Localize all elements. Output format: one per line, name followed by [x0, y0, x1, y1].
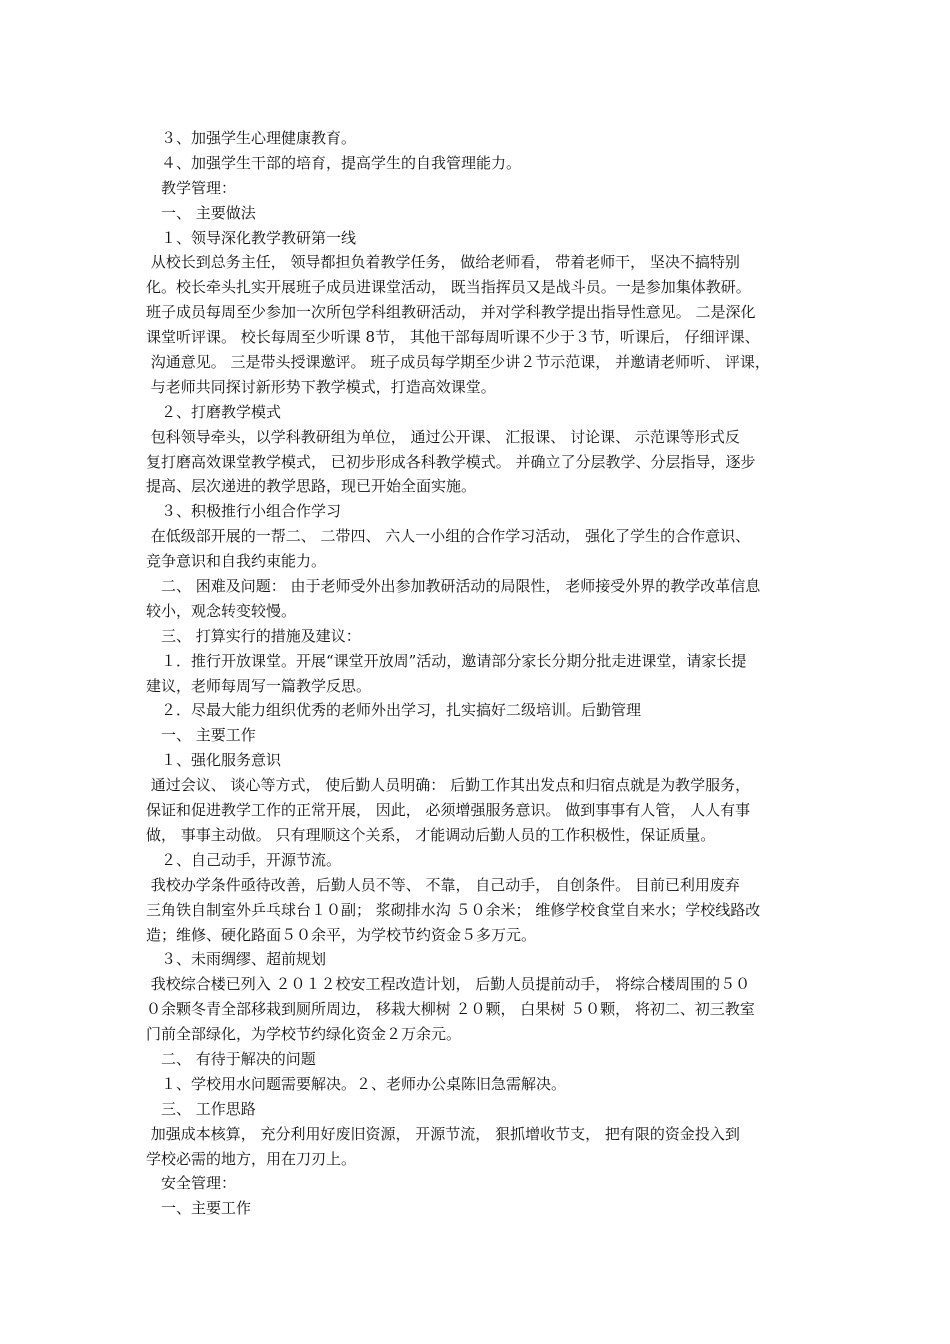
text-line: ３、未雨绸缪、超前规划 [146, 950, 327, 969]
text-line: 较小，观念转变较慢。 [146, 601, 297, 620]
text-line: 学校必需的地方，用在刀刃上。 [146, 1149, 357, 1168]
text-line: ２、打磨教学模式 [146, 402, 282, 421]
text-line: 三、 打算实行的措施及建议： [146, 626, 361, 645]
text-line: 在低级部开展的一帮二、 二带四、 六人一小组的合作学习活动， 强化了学生的合作意识、 [146, 527, 751, 546]
text-line: ０余颗冬青全部移栽到厕所周边， 移栽大柳树 ２０颗， 白果树 ５０颗， 将初二、初三教室 [146, 1000, 755, 1019]
text-line: 做， 事事主动做。 只有理顺这个关系， 才能调动后勤人员的工作积极性，保证质量。 [146, 825, 716, 844]
text-line: 通过会议、 谈心等方式， 使后勤人员明确： 后勤工作其出发点和归宿点就是为教学服务， [146, 776, 751, 795]
text-line: １、学校用水问题需要解决。２、老师办公桌陈旧急需解决。 [146, 1074, 567, 1093]
text-line: 二、 困难及问题： 由于老师受外出参加教研活动的局限性， 老师接受外界的教学改革信息 [146, 577, 761, 596]
text-line: 一、 主要工作 [146, 726, 256, 745]
text-line: 二、 有待于解决的问题 [146, 1049, 316, 1068]
text-line: 化。校长牵头扎实开展班子成员进课堂活动， 既当指挥员又是战斗员。一是参加集体教研。 [146, 278, 751, 297]
text-line: 加强成本核算， 充分利用好废旧资源， 开源节流， 狠抓增收节支， 把有限的资金投入到 [146, 1124, 740, 1143]
text-line: 包科领导牵头，以学科教研组为单位， 通过公开课、 汇报课、 讨论课、 示范课等形式反 [146, 427, 740, 446]
text-line: 班子成员每周至少参加一次所包学科组教研活动， 并对学科教学提出指导性意见。 二是深化 [146, 303, 756, 322]
text-line: ４、加强学生干部的培育，提高学生的自我管理能力。 [146, 153, 522, 172]
text-line: 三角铁自制室外乒乓球台１０副； 浆砌排水沟 ５０余米； 维修学校食堂自来水；学校线路改 [146, 900, 761, 919]
text-line: １．推行开放课堂。开展“课堂开放周”活动，邀请部分家长分期分批走进课堂，请家长提 [146, 651, 747, 670]
text-line: 建议，老师每周写一篇教学反思。 [146, 676, 372, 695]
text-line: 沟通意见。 三是带头授课邀评。 班子成员每学期至少讲２节示范课， 并邀请老师听、 评课， [146, 353, 770, 372]
text-line: 门前全部绿化，为学校节约绿化资金２万余元。 [146, 1025, 462, 1044]
text-line: 课堂听评课。 校长每周至少听课 8节， 其他干部每周听课不少于３节，听课后， 仔细评课、 [146, 328, 760, 347]
text-line: ３、积极推行小组合作学习 [146, 502, 342, 521]
text-line: 我校办学条件亟待改善，后勤人员不等、 不靠， 自己动手， 自创条件。 目前已利用废弃 [146, 875, 740, 894]
text-line: 提高、层次递进的教学思路，现已开始全面实施。 [146, 477, 477, 496]
text-line: 安全管理： [146, 1174, 237, 1193]
text-line: 竞争意识和自我约束能力。 [146, 552, 327, 571]
text-line: ２．尽最大能力组织优秀的老师外出学习，扎实搞好二级培训。后勤管理 [146, 701, 642, 720]
text-line: 一、主要工作 [146, 1199, 252, 1218]
text-line: 保证和促进教学工作的正常开展， 因此， 必须增强服务意识。 做到事事有人管， 人人有事 [146, 801, 751, 820]
text-line: 与老师共同探讨新形势下教学模式，打造高效课堂。 [146, 377, 496, 396]
text-line: 造；维修、硬化路面５０余平，为学校节约资金５多万元。 [146, 925, 537, 944]
document-body [146, 126, 818, 1221]
text-line: 三、 工作思路 [146, 1099, 256, 1118]
text-line: ２、自己动手，开源节流。 [146, 850, 342, 869]
text-line: 教学管理： [146, 178, 237, 197]
text-line: １、强化服务意识 [146, 751, 282, 770]
text-line: １、领导深化教学教研第一线 [146, 228, 357, 247]
text-line: ３、加强学生心理健康教育。 [146, 129, 357, 147]
text-line: 从校长到总务主任， 领导都担负着教学任务， 做给老师看， 带着老师干， 坚决不搞特别 [146, 253, 740, 272]
text-line: 我校综合楼已列入 ２０１２校安工程改造计划， 后勤人员提前动手， 将综合楼周围的５０ [146, 975, 751, 994]
text-line: 复打磨高效课堂教学模式， 已初步形成各科教学模式。 并确立了分层教学、分层指导，逐步 [146, 452, 756, 471]
text-line: 一、 主要做法 [146, 203, 256, 222]
